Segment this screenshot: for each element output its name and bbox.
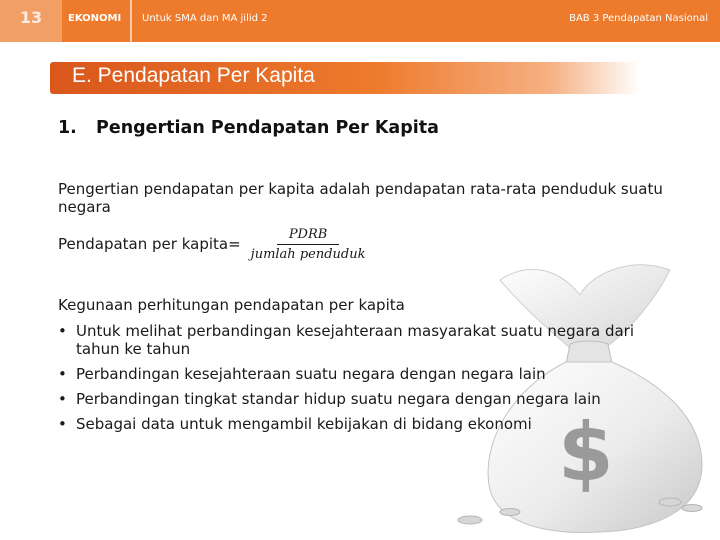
formula-label: Pendapatan per kapita (58, 235, 229, 253)
list-item-text: Sebagai data untuk mengambil kebijakan di bidang ekonomi (76, 415, 532, 433)
uses-title: Kegunaan perhitungan pendapatan per kapita (58, 296, 405, 314)
bullet: • (58, 415, 67, 433)
list-item-text: Perbandingan kesejahteraan suatu negara dengan negara lain (76, 365, 546, 383)
subject-label: EKONOMI (68, 13, 122, 24)
bullet: • (58, 390, 67, 408)
list-item (58, 365, 678, 383)
page-number: 13 (19, 8, 43, 27)
list-item (58, 415, 678, 433)
section-title: Pengertian Pendapatan Per Kapita (96, 118, 439, 138)
formula (58, 222, 371, 266)
chapter-label: BAB 3 Pendapatan Nasional (569, 13, 708, 24)
section-heading (58, 118, 439, 138)
formula-equals: = (228, 235, 241, 253)
section-number: 1. (58, 118, 77, 138)
dollar-sign: $ (558, 406, 614, 499)
formula-fraction (245, 227, 372, 262)
list-item (58, 390, 678, 408)
bullet: • (58, 365, 67, 383)
uses-list (58, 322, 678, 440)
formula-numerator: PDRB (277, 227, 340, 245)
list-item (58, 322, 678, 358)
definition-text: Pengertian pendapatan per kapita adalah pendapatan rata-rata penduduk suatu negara (58, 180, 663, 216)
header-divider (130, 0, 132, 42)
formula-denominator: jumlah penduduk (250, 246, 366, 262)
bullet: • (58, 322, 67, 340)
banner-title: E. Pendapatan Per Kapita (72, 64, 315, 87)
book-label: Untuk SMA dan MA jilid 2 (142, 13, 268, 24)
list-item-text: Perbandingan tingkat standar hidup suatu negara dengan negara lain (76, 390, 601, 408)
list-item-text: Untuk melihat perbandingan kesejahteraan masyarakat suatu negara dari tahun ke tahun (76, 322, 635, 358)
